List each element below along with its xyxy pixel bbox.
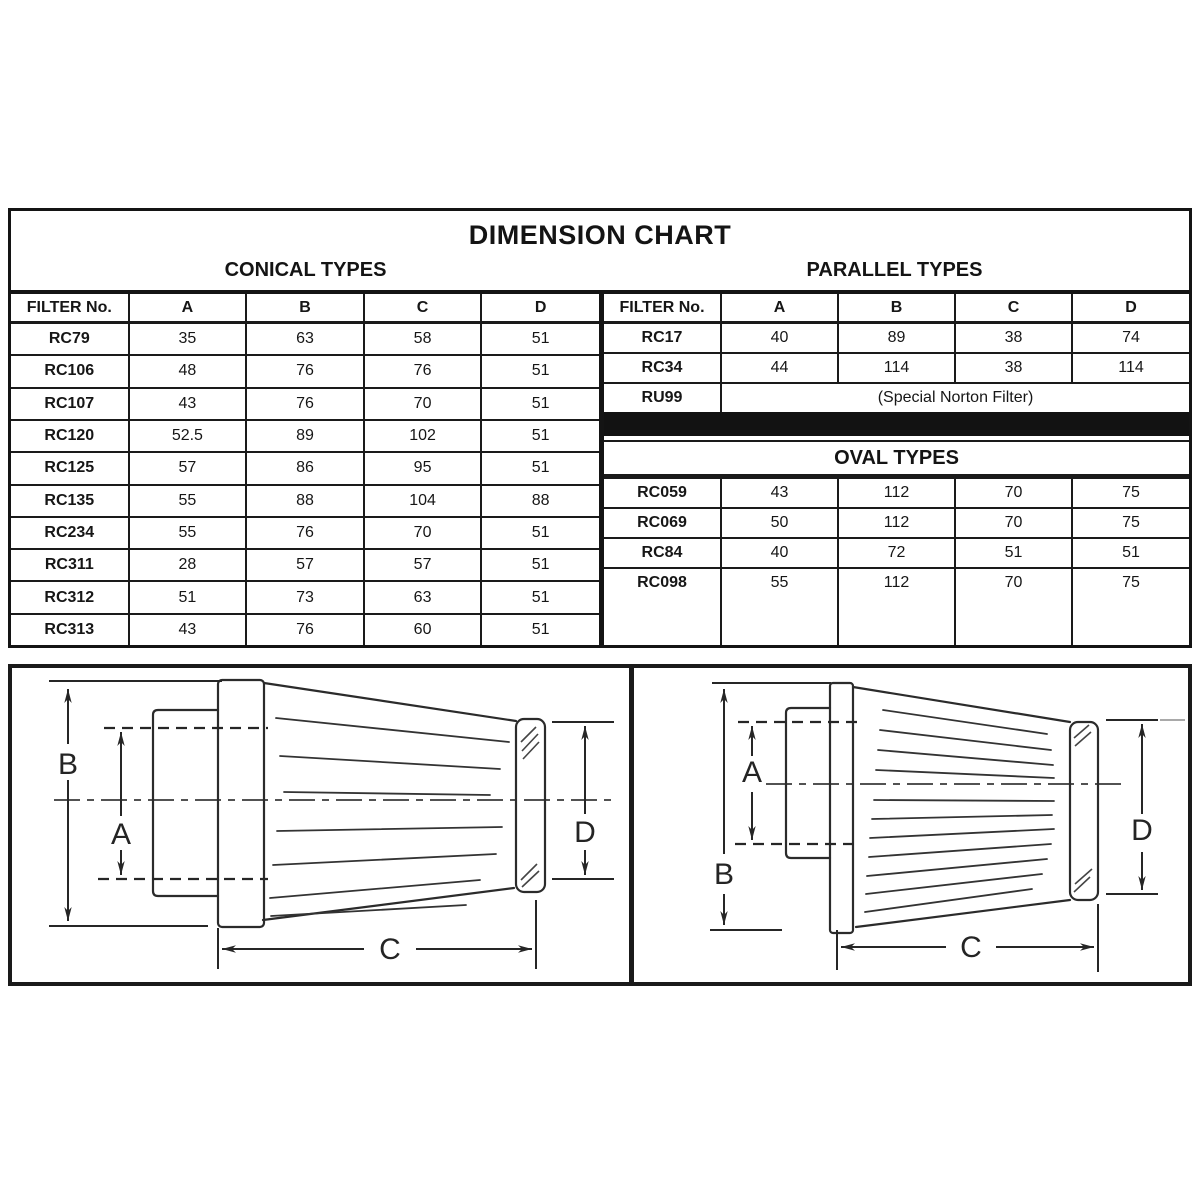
dimension-c [837,904,1098,972]
value-cell-d: 51 [481,420,599,452]
value-cell-a: 40 [721,323,838,354]
value-cell-d: 51 [481,517,599,549]
dimension-a [735,722,858,844]
dimension-a [98,728,268,879]
value-cell-b: 76 [246,388,364,420]
table-row [604,508,1189,538]
table-row [11,323,599,356]
value-cell-a: 57 [129,452,247,484]
value-cell-d: 51 [481,323,599,356]
table-row [11,485,599,517]
value-cell-b: 86 [246,452,364,484]
diagrams-row [8,664,1192,986]
value-cell-d: 88 [481,485,599,517]
filter-number-cell: RU99 [604,383,721,412]
value-cell-b: 72 [838,538,955,568]
dimension-label-d: D [1131,814,1153,847]
conical-section-title: CONICAL TYPES [224,259,387,281]
column-header-b: B [838,294,955,323]
value-cell-a: 55 [721,568,838,645]
conical-filter-side-view [634,668,1188,982]
table-row [11,420,599,452]
value-cell-d: 51 [481,549,599,581]
table-row [11,388,599,420]
dimension-d [1106,720,1185,894]
value-cell-a: 52.5 [129,420,247,452]
column-header-d: D [1072,294,1189,323]
filter-number-cell: RC059 [604,478,721,508]
black-separator-bar [604,412,1189,436]
conical-types-table [11,294,599,645]
table-row [11,355,599,387]
value-cell-c: 63 [364,581,482,613]
table-row [604,568,1189,645]
filter-body-outline [153,680,545,927]
value-cell-b: 88 [246,485,364,517]
value-cell-c: 57 [364,549,482,581]
table-row-ru99 [604,383,1189,412]
value-cell-c: 70 [955,568,1072,645]
table-row [11,581,599,613]
column-header-c: C [955,294,1072,323]
table-row [604,538,1189,568]
conical-filter-side-view [12,668,629,982]
value-cell-b: 57 [246,549,364,581]
column-header-b: B [246,294,364,323]
filter-number-cell: RC098 [604,568,721,645]
table-row [11,549,599,581]
table-row [604,323,1189,354]
value-cell-c: 76 [364,355,482,387]
value-cell-d: 114 [1072,353,1189,383]
value-cell-b: 76 [246,614,364,645]
value-cell-d: 51 [481,614,599,645]
filter-number-cell: RC107 [11,388,129,420]
value-cell-d: 75 [1072,508,1189,538]
filter-number-cell: RC135 [11,485,129,517]
dimension-label-a: A [110,818,132,851]
value-cell-c: 51 [955,538,1072,568]
page-title: DIMENSION CHART [468,219,732,250]
conical-table-body [11,323,599,646]
end-cap-hatching [521,727,539,887]
dimension-b [49,681,222,926]
parallel-section-title: PARALLEL TYPES [806,259,983,281]
dimension-label-c: C [379,933,401,966]
value-cell-b: 112 [838,568,955,645]
value-cell-a: 43 [721,478,838,508]
value-cell-c: 70 [364,517,482,549]
value-cell-c: 38 [955,353,1072,383]
end-cap-hatching [1074,725,1092,892]
filter-pleat-lines [270,718,509,916]
parallel-table-header [604,294,1189,323]
value-cell-a: 44 [721,353,838,383]
value-cell-c: 60 [364,614,482,645]
value-cell-d: 75 [1072,478,1189,508]
value-cell-c: 102 [364,420,482,452]
parallel-table-body [604,323,1189,384]
filter-number-cell: RC84 [604,538,721,568]
right-filter-diagram [634,664,1192,986]
filter-pleat-lines [865,710,1054,912]
value-cell-d: 51 [481,581,599,613]
value-cell-b: 73 [246,581,364,613]
table-row [604,353,1189,383]
value-cell-b: 63 [246,323,364,356]
value-cell-b: 76 [246,355,364,387]
value-cell-c: 70 [955,508,1072,538]
filter-number-cell: RC106 [11,355,129,387]
column-header-filter-no: FILTER No. [11,294,129,323]
right-table-half [604,294,1189,645]
value-cell-d: 51 [481,388,599,420]
filter-number-cell: RC312 [11,581,129,613]
value-cell-a: 55 [129,485,247,517]
filter-number-cell: RC79 [11,323,129,356]
column-header-a: A [129,294,247,323]
column-header-c: C [364,294,482,323]
dimension-chart-block [8,208,1192,648]
value-cell-d: 74 [1072,323,1189,354]
value-cell-c: 58 [364,323,482,356]
title-row [11,211,1189,259]
value-cell-b: 89 [838,323,955,354]
filter-number-cell: RC17 [604,323,721,354]
filter-number-cell: RC311 [11,549,129,581]
value-cell-a: 48 [129,355,247,387]
value-cell-d: 51 [1072,538,1189,568]
value-cell-b: 112 [838,508,955,538]
value-cell-b: 89 [246,420,364,452]
value-cell-b: 76 [246,517,364,549]
value-cell-d: 51 [481,355,599,387]
value-cell-c: 38 [955,323,1072,354]
parallel-special-row-body [604,383,1189,412]
conical-table-header [11,294,599,323]
dimension-label-a: A [741,756,763,789]
dimension-b [710,683,831,930]
conical-table-wrap [11,294,599,645]
value-cell-d: 75 [1072,568,1189,645]
table-row [11,452,599,484]
filter-number-cell: RC069 [604,508,721,538]
column-header-d: D [481,294,599,323]
oval-types-table [604,477,1189,645]
value-cell-a: 40 [721,538,838,568]
value-cell-c: 104 [364,485,482,517]
oval-table-body [604,478,1189,645]
tables-row [11,290,1189,645]
value-cell-a: 43 [129,388,247,420]
filter-number-cell: RC125 [11,452,129,484]
value-cell-b: 112 [838,478,955,508]
table-row [11,614,599,645]
value-cell-c: 70 [955,478,1072,508]
filter-body-outline [786,683,1098,933]
value-cell-c: 70 [364,388,482,420]
value-cell-c: 95 [364,452,482,484]
section-title-row [11,259,1189,290]
value-cell-a: 28 [129,549,247,581]
column-header-a: A [721,294,838,323]
dimension-label-b: B [713,858,735,891]
filter-number-cell: RC313 [11,614,129,645]
special-note-cell: (Special Norton Filter) [721,383,1189,412]
value-cell-a: 35 [129,323,247,356]
value-cell-d: 51 [481,452,599,484]
value-cell-a: 50 [721,508,838,538]
filter-number-cell: RC234 [11,517,129,549]
value-cell-a: 51 [129,581,247,613]
value-cell-b: 114 [838,353,955,383]
dimension-label-d: D [574,816,596,849]
column-header-filter-no: FILTER No. [604,294,721,323]
filter-number-cell: RC34 [604,353,721,383]
filter-number-cell: RC120 [11,420,129,452]
value-cell-a: 43 [129,614,247,645]
table-row [604,478,1189,508]
parallel-types-table [604,294,1189,412]
dimension-label-c: C [960,931,982,964]
dimension-label-b: B [57,748,79,781]
oval-section-title: OVAL TYPES [604,440,1189,477]
table-row [11,517,599,549]
left-filter-diagram [8,664,634,986]
value-cell-a: 55 [129,517,247,549]
